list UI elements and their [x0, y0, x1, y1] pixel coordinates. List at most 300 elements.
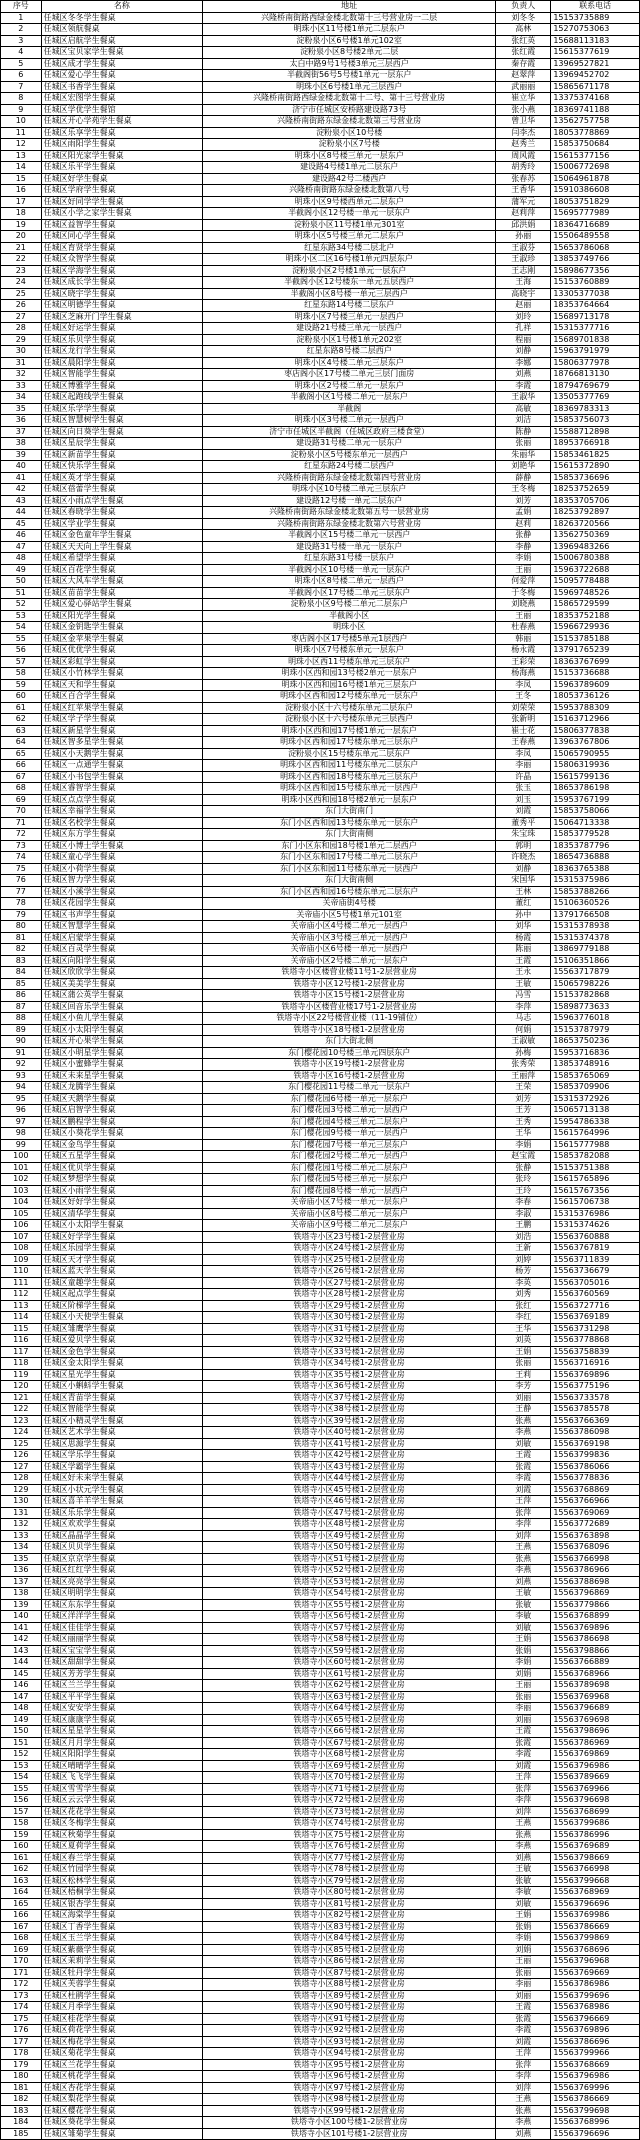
cell-person: 李娟: [496, 1657, 551, 1669]
cell-address: 太白中路9号1号楼3单元三层西户: [203, 58, 496, 70]
cell-index: 117: [1, 1346, 42, 1358]
cell-person: 李淑: [496, 1208, 551, 1220]
cell-name: 任城区小状元学生餐桌: [41, 1484, 203, 1496]
cell-name: 任城区百合学生餐桌: [41, 691, 203, 703]
table-row: [1, 1139, 640, 1151]
cell-phone: 15953788309: [551, 702, 640, 714]
cell-person: 杨芳: [496, 1266, 551, 1278]
cell-person: 闫李杰: [496, 127, 551, 139]
cell-phone: 15563799686: [551, 1818, 640, 1830]
cell-phone: 15315374626: [551, 1220, 640, 1232]
cell-address: 铁塔寺小区72号楼1-2层营业房: [203, 1795, 496, 1807]
cell-name: 任城区学府学生餐桌: [41, 185, 203, 197]
cell-index: 179: [1, 2059, 42, 2071]
cell-address: 淀粉泉小区2号楼1单元一层东户: [203, 265, 496, 277]
cell-index: 24: [1, 277, 42, 289]
cell-person: 陈丽: [496, 944, 551, 956]
cell-address: 铁塔寺小区79号楼1-2层营业房: [203, 1875, 496, 1887]
cell-index: 105: [1, 1208, 42, 1220]
cell-index: 138: [1, 1588, 42, 1600]
table-row: [1, 1415, 640, 1427]
cell-index: 28: [1, 323, 42, 335]
table-row: [1, 1772, 640, 1784]
cell-person: 赵宝霞: [496, 1151, 551, 1163]
cell-person: 崔立华: [496, 93, 551, 105]
cell-address: 铁塔寺小区93号楼1-2层营业房: [203, 2036, 496, 2048]
cell-phone: 15563796689: [551, 1703, 640, 1715]
header-person: 负责人: [496, 1, 551, 13]
cell-address: 东门樱花园6号楼一单元一层东户: [203, 1093, 496, 1105]
cell-index: 10: [1, 116, 42, 128]
cell-phone: 15563796698: [551, 1795, 640, 1807]
cell-address: 淀粉泉小区1号楼1单元202室: [203, 334, 496, 346]
cell-index: 30: [1, 346, 42, 358]
cell-index: 13: [1, 150, 42, 162]
cell-phone: 18253752659: [551, 484, 640, 496]
cell-phone: 15270753063: [551, 24, 640, 36]
cell-index: 122: [1, 1404, 42, 1416]
cell-phone: 15563768996: [551, 2117, 640, 2129]
cell-phone: 15563779866: [551, 1599, 640, 1611]
table-row: [1, 1530, 640, 1542]
cell-person: 张霞: [496, 1461, 551, 1473]
cell-index: 22: [1, 254, 42, 266]
cell-address: 半截阁小区10号楼一单元一层东户: [203, 564, 496, 576]
cell-person: 刘静: [496, 346, 551, 358]
cell-address: 铁塔寺小区40号楼1-2层营业房: [203, 1427, 496, 1439]
table-row: [1, 1473, 640, 1485]
cell-index: 41: [1, 472, 42, 484]
cell-index: 121: [1, 1392, 42, 1404]
table-row: [1, 127, 640, 139]
cell-name: 任城区芝麻开门学生餐桌: [41, 311, 203, 323]
table-row: [1, 1036, 640, 1048]
cell-index: 147: [1, 1691, 42, 1703]
cell-address: 铁塔寺小区25号楼1-2层营业房: [203, 1254, 496, 1266]
cell-index: 68: [1, 783, 42, 795]
cell-address: 明珠小区7号楼东单元一层东户: [203, 645, 496, 657]
cell-phone: 15563766369: [551, 1415, 640, 1427]
cell-name: 任城区荷花学生餐桌: [41, 2025, 203, 2037]
cell-phone: 15563786696: [551, 2036, 640, 2048]
cell-person: 王萍: [496, 1772, 551, 1784]
cell-index: 55: [1, 633, 42, 645]
cell-address: 明珠小区西和园16号楼1单元三层东户: [203, 679, 496, 691]
cell-name: 任城区雪雪学生餐桌: [41, 1783, 203, 1795]
cell-index: 65: [1, 748, 42, 760]
cell-name: 任城区梅花学生餐桌: [41, 2036, 203, 2048]
cell-address: 关帝庙小区7号楼一单元一层东户: [203, 1197, 496, 1209]
table-row: [1, 1875, 640, 1887]
cell-phone: 15954786338: [551, 1116, 640, 1128]
table-row: [1, 2105, 640, 2117]
cell-address: 关帝庙小区2号楼二单元一层东户: [203, 955, 496, 967]
cell-person: 张玲: [496, 1174, 551, 1186]
cell-index: 25: [1, 288, 42, 300]
cell-phone: 18369783313: [551, 403, 640, 415]
cell-person: 刘娟: [496, 1668, 551, 1680]
cell-name: 任城区小溪学生餐桌: [41, 886, 203, 898]
cell-person: 张娟: [496, 1645, 551, 1657]
cell-person: 刘燕: [496, 2128, 551, 2140]
table-row: [1, 909, 640, 921]
cell-address: 明珠小区2号楼二单元一层东户: [203, 380, 496, 392]
table-row: [1, 967, 640, 979]
cell-person: 孙梅: [496, 1047, 551, 1059]
cell-index: 51: [1, 587, 42, 599]
cell-person: 王淑芬: [496, 242, 551, 254]
cell-address: 铁塔寺小区101号楼1-2层营业房: [203, 2128, 496, 2140]
cell-index: 137: [1, 1576, 42, 1588]
cell-address: 半截阁小区15号楼二单元一层西户: [203, 530, 496, 542]
cell-phone: 15153735889: [551, 12, 640, 24]
cell-address: 铁塔寺小区100号楼1-2层营业房: [203, 2117, 496, 2129]
cell-phone: 13791766508: [551, 909, 640, 921]
cell-name: 任城区领航餐桌: [41, 24, 203, 36]
cell-person: 张燕: [496, 1415, 551, 1427]
cell-address: 兴隆桥南街路东绿金楼北数第八号: [203, 185, 496, 197]
cell-phone: 15064713338: [551, 817, 640, 829]
cell-person: 曾卫华: [496, 116, 551, 128]
cell-person: 王霞: [496, 1726, 551, 1738]
table-row: [1, 1910, 640, 1922]
cell-phone: 18363767699: [551, 656, 640, 668]
cell-person: 高晓宇: [496, 288, 551, 300]
cell-person: 王霞: [496, 1450, 551, 1462]
cell-index: 108: [1, 1243, 42, 1255]
cell-name: 任城区宏图学生餐桌: [41, 93, 203, 105]
cell-name: 任城区芙蓉学生餐桌: [41, 1979, 203, 1991]
cell-index: 69: [1, 794, 42, 806]
cell-index: 77: [1, 886, 42, 898]
cell-name: 任城区智多星学生餐桌: [41, 737, 203, 749]
table-row: [1, 2082, 640, 2094]
cell-person: 何爱萍: [496, 576, 551, 588]
cell-name: 任城区紫薇学生餐桌: [41, 1944, 203, 1956]
cell-address: 淀粉泉小区7号楼: [203, 139, 496, 151]
cell-index: 66: [1, 760, 42, 772]
cell-person: 赵翠萍: [496, 70, 551, 82]
table-row: [1, 334, 640, 346]
cell-index: 79: [1, 909, 42, 921]
header-address: 地址: [203, 1, 496, 13]
cell-phone: 15963791979: [551, 346, 640, 358]
cell-phone: 15315374378: [551, 932, 640, 944]
table-row: [1, 24, 640, 36]
cell-phone: 15563796986: [551, 2071, 640, 2083]
table-row: [1, 1013, 640, 1025]
cell-name: 任城区小雨学生餐桌: [41, 1185, 203, 1197]
table-row: [1, 1749, 640, 1761]
cell-name: 任城区博雅学生餐桌: [41, 380, 203, 392]
cell-index: 146: [1, 1680, 42, 1692]
cell-person: 刘华: [496, 921, 551, 933]
cell-address: 枣店阁小区17号楼二单元三层门面房: [203, 369, 496, 381]
cell-name: 任城区开心学苑学生餐桌: [41, 116, 203, 128]
cell-phone: 15898773633: [551, 1001, 640, 1013]
table-row: [1, 714, 640, 726]
cell-name: 任城区海棠学生餐桌: [41, 1910, 203, 1922]
cell-index: 167: [1, 1921, 42, 1933]
cell-address: 铁塔寺小区61号楼1-2层营业房: [203, 1668, 496, 1680]
cell-name: 任城区快乐学生餐桌: [41, 461, 203, 473]
cell-name: 任城区月季学生餐桌: [41, 2002, 203, 2014]
cell-phone: 18353764664: [551, 300, 640, 312]
table-row: [1, 1703, 640, 1715]
cell-name: 任城区英才学生餐桌: [41, 472, 203, 484]
table-row: [1, 1622, 640, 1634]
cell-index: 32: [1, 369, 42, 381]
table-row: [1, 1691, 640, 1703]
cell-name: 任城区睿智学生餐桌: [41, 783, 203, 795]
cell-name: 任城区益智学生餐桌: [41, 219, 203, 231]
cell-name: 任城区宝贝家学生餐桌: [41, 47, 203, 59]
cell-person: 郭明: [496, 840, 551, 852]
cell-phone: 15563789698: [551, 1680, 640, 1692]
cell-address: 铁塔寺小区34号楼1-2层营业房: [203, 1358, 496, 1370]
cell-name: 任城区学优学生餐馆: [41, 104, 203, 116]
cell-name: 任城区小精灵学生餐桌: [41, 1415, 203, 1427]
table-row: [1, 1760, 640, 1772]
cell-address: 明珠小区西和园18号楼2单元一层东户: [203, 794, 496, 806]
cell-person: 李红: [496, 1312, 551, 1324]
cell-person: 王丽: [496, 610, 551, 622]
cell-address: 铁塔寺小区30号楼1-2层营业房: [203, 1312, 496, 1324]
cell-address: 半截阁街56号5号楼1单元一层东户: [203, 70, 496, 82]
cell-address: 铁塔寺小区28号楼1-2层营业房: [203, 1289, 496, 1301]
cell-name: 任城区桂花学生餐桌: [41, 2013, 203, 2025]
cell-phone: 15563799966: [551, 2048, 640, 2060]
cell-person: 杨霞: [496, 932, 551, 944]
cell-index: 90: [1, 1036, 42, 1048]
cell-person: 王芳: [496, 1105, 551, 1117]
cell-index: 174: [1, 2002, 42, 2014]
table-row: [1, 357, 640, 369]
cell-index: 154: [1, 1772, 42, 1784]
cell-name: 任城区梨花学生餐桌: [41, 2094, 203, 2106]
table-row: [1, 783, 640, 795]
cell-address: 铁塔寺小区89号楼1-2层营业房: [203, 1990, 496, 2002]
cell-phone: 15563768966: [551, 1668, 640, 1680]
cell-name: 任城区优优学生餐桌: [41, 645, 203, 657]
cell-index: 128: [1, 1473, 42, 1485]
cell-name: 任城区一点通学生餐桌: [41, 760, 203, 772]
cell-index: 71: [1, 817, 42, 829]
cell-person: 张敏: [496, 1875, 551, 1887]
cell-phone: 15106351866: [551, 955, 640, 967]
cell-name: 任城区飞飞学生餐桌: [41, 1772, 203, 1784]
cell-name: 任城区玉兰学生餐桌: [41, 1933, 203, 1945]
cell-address: 铁塔寺小区92号楼1-2层营业房: [203, 2025, 496, 2037]
table-row: [1, 1645, 640, 1657]
cell-address: 铁塔寺小区85号楼1-2层营业房: [203, 1944, 496, 1956]
cell-name: 任城区青苗学生餐桌: [41, 1392, 203, 1404]
table-row: [1, 1864, 640, 1876]
cell-index: 127: [1, 1461, 42, 1473]
cell-person: 武丽丽: [496, 81, 551, 93]
cell-name: 任城区百灵学生餐桌: [41, 944, 203, 956]
cell-phone: 15065790955: [551, 748, 640, 760]
cell-name: 任城区启蒙学生餐桌: [41, 932, 203, 944]
table-row: [1, 1852, 640, 1864]
cell-person: 刘玉: [496, 794, 551, 806]
cell-phone: 15563727716: [551, 1300, 640, 1312]
cell-address: 淀粉泉小区6号楼1单元102室: [203, 35, 496, 47]
cell-name: 任城区育贤学生餐桌: [41, 242, 203, 254]
cell-phone: 15806377838: [551, 725, 640, 737]
cell-person: 冯雪: [496, 990, 551, 1002]
cell-phone: 18653786198: [551, 783, 640, 795]
cell-name: 任城区牡丹学生餐桌: [41, 1967, 203, 1979]
table-row: [1, 1381, 640, 1393]
cell-name: 任城区小太阳学生餐桌: [41, 1024, 203, 1036]
cell-name: 任城区东方学生餐桌: [41, 829, 203, 841]
cell-person: 王丽: [496, 564, 551, 576]
cell-name: 任城区学子学生餐桌: [41, 714, 203, 726]
cell-index: 63: [1, 725, 42, 737]
cell-person: 王娟: [496, 1910, 551, 1922]
table-row: [1, 162, 640, 174]
cell-address: 铁塔寺小区53号楼1-2层营业房: [203, 1576, 496, 1588]
cell-name: 任城区菊花学生餐桌: [41, 2048, 203, 2060]
cell-index: 37: [1, 426, 42, 438]
table-row: [1, 1404, 640, 1416]
cell-name: 任城区梧桐学生餐桌: [41, 1887, 203, 1899]
cell-phone: 15853736696: [551, 472, 640, 484]
cell-index: 33: [1, 380, 42, 392]
cell-person: 张霞: [496, 2013, 551, 2025]
cell-index: 155: [1, 1783, 42, 1795]
cell-name: 任城区京京学生餐桌: [41, 1553, 203, 1565]
table-row: [1, 1611, 640, 1623]
cell-name: 任城区起跑线学生餐桌: [41, 392, 203, 404]
cell-person: 胡秀玲: [496, 162, 551, 174]
cell-address: 铁塔寺小区67号楼1-2层营业房: [203, 1737, 496, 1749]
cell-name: 任城区鹏程学生餐桌: [41, 1116, 203, 1128]
table-row: [1, 1231, 640, 1243]
cell-index: 72: [1, 829, 42, 841]
table-row: [1, 760, 640, 772]
cell-index: 140: [1, 1611, 42, 1623]
cell-name: 任城区小太阳学生餐桌: [41, 1220, 203, 1232]
cell-address: 关帝庙小区8号楼二单元一层东户: [203, 1208, 496, 1220]
cell-person: 张新明: [496, 714, 551, 726]
cell-address: 铁塔寺小区19号楼1-2层营业房: [203, 1059, 496, 1071]
cell-person: 李霞: [496, 380, 551, 392]
cell-index: 84: [1, 967, 42, 979]
cell-address: 淀粉泉小区十六号楼东单元二层东户: [203, 702, 496, 714]
cell-address: 铁塔寺小区78号楼1-2层营业房: [203, 1864, 496, 1876]
cell-phone: 13969483266: [551, 541, 640, 553]
cell-person: 张丽: [496, 438, 551, 450]
table-row: [1, 1484, 640, 1496]
cell-index: 48: [1, 553, 42, 565]
table-row: [1, 2059, 640, 2071]
cell-index: 149: [1, 1714, 42, 1726]
cell-index: 173: [1, 1990, 42, 2002]
table-row: [1, 1898, 640, 1910]
cell-phone: 18654736888: [551, 852, 640, 864]
cell-name: 任城区蒲公英学生餐桌: [41, 990, 203, 1002]
cell-index: 45: [1, 518, 42, 530]
cell-address: 铁塔寺小区39号楼1-2层营业房: [203, 1415, 496, 1427]
cell-phone: 13375374168: [551, 93, 640, 105]
cell-phone: 18653750236: [551, 1036, 640, 1048]
table-row: [1, 1783, 640, 1795]
cell-name: 任城区花园学生餐桌: [41, 898, 203, 910]
table-row: [1, 1553, 640, 1565]
table-row: [1, 495, 640, 507]
table-row: [1, 622, 640, 634]
table-row: [1, 1254, 640, 1266]
cell-name: 任城区欢欢学生餐桌: [41, 1519, 203, 1531]
cell-phone: 15588712898: [551, 426, 640, 438]
cell-index: 88: [1, 1013, 42, 1025]
cell-address: 东门小区东和园17号楼二单元二层东户: [203, 852, 496, 864]
cell-name: 任城区明德学生餐桌: [41, 300, 203, 312]
cell-index: 16: [1, 185, 42, 197]
cell-address: 铁塔寺小区52号楼1-2层营业房: [203, 1565, 496, 1577]
cell-address: 铁塔寺小区楼营业楼17号1-2层营业房: [203, 1001, 496, 1013]
cell-name: 任城区乐贝学生餐桌: [41, 334, 203, 346]
cell-index: 92: [1, 1059, 42, 1071]
cell-phone: 15966729936: [551, 622, 640, 634]
cell-address: 红星东路34号楼二层北户: [203, 242, 496, 254]
table-row: [1, 737, 640, 749]
table-row: [1, 1243, 640, 1255]
cell-person: 高敏: [496, 403, 551, 415]
table-row: [1, 1496, 640, 1508]
table-row: [1, 1369, 640, 1381]
cell-person: 王华: [496, 1323, 551, 1335]
cell-index: 27: [1, 311, 42, 323]
cell-index: 5: [1, 58, 42, 70]
cell-person: 王新: [496, 1243, 551, 1255]
cell-address: 兴隆桥南街路东绿金楼北数第五号一层营业房: [203, 507, 496, 519]
table-row: [1, 403, 640, 415]
cell-phone: 13562750369: [551, 530, 640, 542]
cell-index: 19: [1, 219, 42, 231]
cell-person: 孙丽: [496, 231, 551, 243]
cell-address: 建设路42号二楼西户: [203, 173, 496, 185]
cell-person: 秦存霞: [496, 58, 551, 70]
cell-person: 张霞: [496, 1737, 551, 1749]
cell-person: 李敏: [496, 1887, 551, 1899]
cell-address: 铁塔寺小区55号楼1-2层营业房: [203, 1599, 496, 1611]
table-row: [1, 1197, 640, 1209]
cell-index: 132: [1, 1519, 42, 1531]
cell-address: 淀粉泉小区十六号楼东单元三层西户: [203, 714, 496, 726]
table-row: [1, 116, 640, 128]
cell-person: 张敏: [496, 1599, 551, 1611]
cell-index: 151: [1, 1737, 42, 1749]
table-row: [1, 81, 640, 93]
cell-index: 113: [1, 1300, 42, 1312]
cell-person: 程丽: [496, 334, 551, 346]
cell-name: 任城区平平学生餐桌: [41, 1691, 203, 1703]
table-row: [1, 392, 640, 404]
cell-name: 任城区阳光学生餐桌: [41, 610, 203, 622]
cell-name: 任城区百花学生餐桌: [41, 564, 203, 576]
cell-phone: 13869779188: [551, 944, 640, 956]
table-row: [1, 323, 640, 335]
table-row: [1, 2071, 640, 2083]
cell-phone: 15563731298: [551, 1323, 640, 1335]
cell-phone: 15563799668: [551, 1875, 640, 1887]
cell-address: 铁塔寺小区18号楼1-2层营业房: [203, 1024, 496, 1036]
cell-person: 张萍: [496, 2059, 551, 2071]
header-phone: 联系电话: [551, 1, 640, 13]
